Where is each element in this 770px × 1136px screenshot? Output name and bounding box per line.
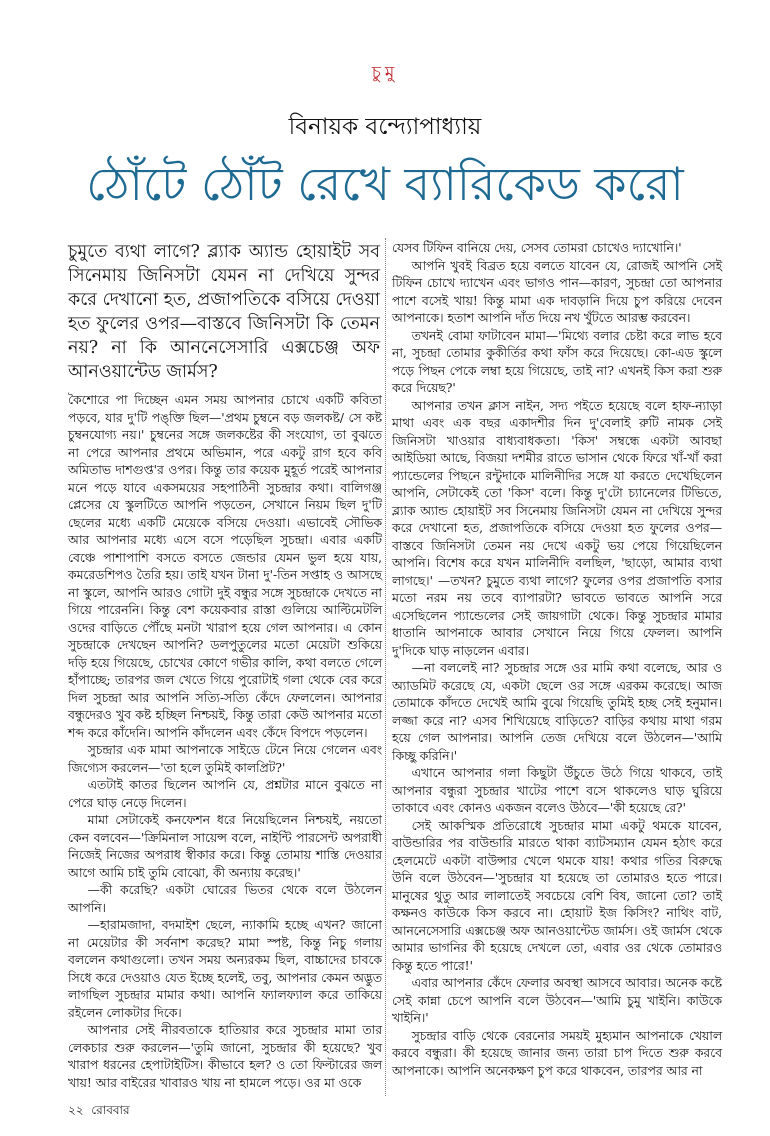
- paragraph: আপনার সেই নীরবতাকে হাতিয়ার করে সুচন্দ্রার মামা তার লেকচার শুরু করলেন—'তুমি জানো, সুচন্দ্রার কী হয়েছে? খুব খারাপ ধরনের হেপাটাইটিস। কীভাবে হল? ও তো ফিল্টারের জল খায়! আর বাইরের খাবারও খায় না হামলে পড়ে। ওর মা ওকে: [68, 1023, 382, 1090]
- intro-standfirst: চুমুতে ব্যথা লাগে? ব্ল্যাক অ্যান্ড হোয়াইট সব সিনেমায় জিনিসটা যেমন না দেখিয়ে সুন্দর করে দেখানো হত, প্রজাপতিকে বসিয়ে দেওয়া হত ফুলের ওপর—বাস্তবে জিনিসটা কি তেমন নয়? না কি আননেসেসারি এক্সচেঞ্জ অফ আনওয়ান্টেড জার্মস?: [68, 242, 380, 382]
- page-footer: [68, 1102, 130, 1122]
- left-column: [68, 392, 382, 1092]
- paragraph: আপনি খুবই বিব্রত হয়ে বলতে যাবেন যে, রোজই আপনি সেই টিফিন চোখে দ্যাখেন এবং ভাগও পান—কারণ, সুচন্দ্রা তো আপনার পাশে বসেই খায়! কিন্তু মামা এক দাবড়ানি দিয়ে চুপ করিয়ে দেবেন আপনাকে। হতাশ আপনি দাঁত দিয়ে নখ খুঁটতে আরম্ভ করবেন।: [392, 258, 722, 325]
- author-byline: বিনায়ক বন্দ্যোপাধ্যায়: [288, 114, 482, 140]
- paragraph: সুচন্দ্রার এক মামা আপনাকে সাইডে টেনে নিয়ে গেলেন এবং জিগ্যেস করলেন—'তা হলে তুমিই কালপ্রিট?': [68, 743, 382, 775]
- paragraph: —না বললেই না? সুচন্দ্রার সঙ্গে ওর মামি কথা বলেছে, আর ও অ্যাডমিট করেছে যে, একটা ছেলে ওর সঙ্গে এরকম করেছে। আজ তোমাকে কাঁদতে দেখেই আমি বুঝে গিয়েছি তুমিই হচ্ছ সেই হনুমান। লজ্জা করে না? এসব শিখিয়েছে বাড়িতে? বাড়ির কথায় মাথা গরম হয়ে গেল আপনার। আপনি তেজ দেখিয়ে বলে উঠলেন—'আমি কিচ্ছু করিনি।': [392, 661, 722, 763]
- paragraph: এখানে আপনার গলা কিছুটা উঁচুতে উঠে গিয়ে থাকবে, তাই আপনার বন্ধুরা সুচন্দ্রার খাটের পাশে বসে থাকলেও ঘাড় ঘুরিয়ে তাকাবে এবং কোনও একজন বলেও উঠবে—'কী হয়েছে রে?': [392, 766, 722, 815]
- page-number: ২২: [68, 1103, 84, 1117]
- section-label: চুমু: [371, 63, 399, 83]
- article-title: ঠোঁটে ঠোঁট রেখে ব্যারিকেড করো: [86, 157, 684, 211]
- paragraph: মামা সেটাকেই কনফেশন ধরে নিয়েছিলেন নিশ্চয়ই, নয়তো কেন বলবেন—'ক্রিমিনাল সায়েন্স বলে, নাইন্টি পারসেন্ট অপরাধী নিজেই নিজের অপরাধ স্বীকার করে। কিন্তু তোমায় শাস্তি দেওয়ার আগে আমি চাই তুমি বোঝো, কী অন্যায় করেছ।': [68, 813, 382, 880]
- paragraph: যেসব টিফিন বানিয়ে দেয়, সেসব তোমরা চোখেও দ্যাখোনি।': [392, 241, 682, 255]
- column-divider: [385, 238, 386, 1096]
- paragraph: এবার আপনার কেঁদে ফেলার অবস্থা আসবে আবার। অনেক কষ্টে সেই কান্না চেপে আপনি বলে উঠবেন—'আমি চুমু খাইনি। কাউকে খাইনি।': [392, 976, 722, 1025]
- paragraph: —কী করেছি? একটা ঘোরের ভিতর থেকে বলে উঠলেন আপনি।: [68, 883, 382, 915]
- paragraph: সেই আকস্মিক প্রতিরোধে সুচন্দ্রার মামা একটু থমকে যাবেন, বাউন্ডারির পর বাউন্ডারি মারতে থাকা ব্যাটসম্যান যেমন হঠাৎ করে হেলমেটে একটা বাউন্সার খেলে থমকে যায়! কথার গতির বিরুদ্ধে উনি বলে উঠবেন—'সুচন্দ্রার যা হয়েছে তা তোমারও হতে পারে। মানুষের থুতু আর লালাতেই সবচেয়ে বেশি বিষ, জানো তো? তাই কক্ষনও কাউকে কিস করবে না। হোয়াট ইজ কিসিং? নাথিং বাট, আননেসেসারি এক্সচেঞ্জ অফ আনওয়ান্টেড জার্মস। ওই জার্মস থেকে আমার ভাগনির কী হয়েছে দেখলে তো, এবার ওর থেকে তোমারও কিন্তু হতে পারে!': [392, 818, 722, 973]
- paragraph: তখনই বোমা ফাটাবেন মামা—'মিথ্যে বলার চেষ্টা করে লাভ হবে না, সুচন্দ্রা তোমার কুকীর্তির কথা ফাঁস করে দিয়েছে। কো-এড স্কুলে পড়ে পিছন পেকে লম্বা হয়ে গিয়েছে, তাই না? এখনই কিস করা শুরু করে দিয়েছ?': [392, 328, 722, 395]
- paragraph: সুচন্দ্রার বাড়ি থেকে বেরনোর সময়ই মুহ্যমান আপনাকে খেয়াল করবে বন্ধুরা। কী হয়েছে জানার জন্য তারা চাপ দিতে শুরু করবে আপনাকে। আপনি অনেকক্ষণ চুপ করে থাকবেন, তারপর আর না: [392, 1028, 722, 1078]
- paragraph: কৈশোরে পা দিচ্ছেন এমন সময় আপনার চোখে একটি কবিতা পড়বে, যার দু'টি পঙ্‌ক্তি ছিল—'প্রথম চুম্বনে বড় জলকষ্ট/ সে কষ্ট চুম্বনযোগ্য নয়।' চুম্বনের সঙ্গে জলকষ্টের কী সংযোগ, তা বুঝতে না পেরে আপনার প্রথমে অভিমান, পরে একটু রাগ হবে কবি অমিতাভ দাশগুপ্ত'র ওপর। কিন্তু তার কয়েক মুহূর্ত পরেই আপনার মনে পড়ে যাবে একসময়ের সহপাঠিনী সুচন্দ্রার কথা। বালিগঞ্জ প্লেসের যে স্কুলটিতে আপনি পড়তেন, সেখানে নিয়ম ছিল দু'টি ছেলের মধ্যে একটি মেয়েকে বসিয়ে দেওয়া। এভাবেই সৌভিক আর আপনার মধ্যে এসে বসে পড়েছিল সুচন্দ্রা। এবার একটি বেঞ্চে পাশাপাশি বসতে বসতে জেন্ডার যেমন ভুল হয়ে যায়, কমরেডশিপও তৈরি হয়। তাই যখন টানা দু'-তিন সপ্তাহ ও আসছে না স্কুলে, আপনি আরও গোটা দুই বন্ধুর সঙ্গে সুচন্দ্রাকে দেখতে না গিয়ে পারেননি। কিন্তু বেশ কয়েকবার রাস্তা গুলিয়ে আল্টিমেটলি ওদের বাড়িতে পৌঁছে মনটা খারাপ হয়ে গেল আপনার। এ কোন সুচন্দ্রাকে দেখছেন আপনি? ডলপুতুলের মতো মেয়েটা শুকিয়ে দড়ি হয়ে গিয়েছে, চোখের কোণে গভীর কালি, কথা বলতে গেলে হাঁপাচ্ছে; তারপর জল খেতে গিয়ে পুরোটাই গলা থেকে বের করে দিল সুচন্দ্রা আর আপনি সত্যি-সত্যি কেঁদে ফেললেন। আপনার বন্ধুদেরও খুব কষ্ট হচ্ছিল নিশ্চয়ই, কিন্তু তারা কেউ আপনার মতো শব্দ করে কাঁদেনি। আপনি কাঁদলেন এবং কেঁদে বিপদে পড়লেন।: [68, 393, 382, 740]
- magazine-name: রোববার: [91, 1103, 130, 1117]
- paragraph: এতটাই কাতর ছিলেন আপনি যে, প্রশ্নটার মানে বুঝতে না পেরে ঘাড় নেড়ে দিলেন।: [68, 778, 382, 810]
- right-column: [392, 240, 722, 1080]
- paragraph: —হারামজাদা, বদমাইশ ছেলে, ন্যাকামি হচ্ছে এখন? জানো না মেয়েটার কী সর্বনাশ করেছ? মামা স্পষ্ট, কিন্তু নিচু গলায় বললেন কথাগুলো। তখন সময় অন্যরকম ছিল, বাচ্চাদের চাবকে সিধে করে দেওয়াও যেত ইচ্ছে হলেই, তবু, আপনার কেমন অদ্ভুত লাগছিল সুচন্দ্রার মামার কথা। আপনি ফ্যালফ্যাল করে তাকিয়ে রইলেন লোকটার দিকে।: [68, 918, 382, 1020]
- paragraph: আপনার তখন ক্লাস নাইন, সদ্য পইতে হয়েছে বলে হাফ-ন্যাড়া মাথা এবং এক বছর একাদশীর দিন দু'বেলাই রুটি নামক সেই জিনিসটা খাওয়ার বাধ্যবাধকতা। 'কিস' সম্বন্ধে একটা আবছা আইডিয়া আছে, বিজয়া দশমীর রাতে ভাসান থেকে ফিরে খাঁ-খাঁ করা প্যান্ডেলের পিছনে রন্টুদাকে মালিনীদির সঙ্গে যা করতে দেখেছিলেন আপনি, সেটাকেই তো 'কিস' বলে। কিন্তু দু'টো চ্যানেলের টিভিতে, ব্ল্যাক অ্যান্ড হোয়াইট সব সিনেমায় জিনিসটা যেমন না দেখিয়ে সুন্দর করে দেখানো হত, প্রজাপতিকে বসিয়ে দেওয়া হত ফুলের ওপর—বাস্তবে জিনিসটা তেমন নয় দেখে একটু ভয় পেয়ে গিয়েছিলেন আপনি। বিশেষ করে যখন মালিনীদি বলছিল, 'ছাড়ো, আমার ব্যথা লাগছে।' —তখন? চুমুতে ব্যথা লাগে? ফুলের ওপর প্রজাপতি বসার মতো নরম নয় তবে ব্যাপারটা? ভাবতে ভাবতে আপনি সরে এসেছিলেন প্যান্ডেলের সেই জায়গাটা থেকে। কিন্তু সুচন্দ্রার মামার ধাতানি আপনাকে আবার সেখানে নিয়ে গিয়ে ফেলল। আপনি দু'দিকে ঘাড় নাড়লেন এবার।: [392, 398, 722, 658]
